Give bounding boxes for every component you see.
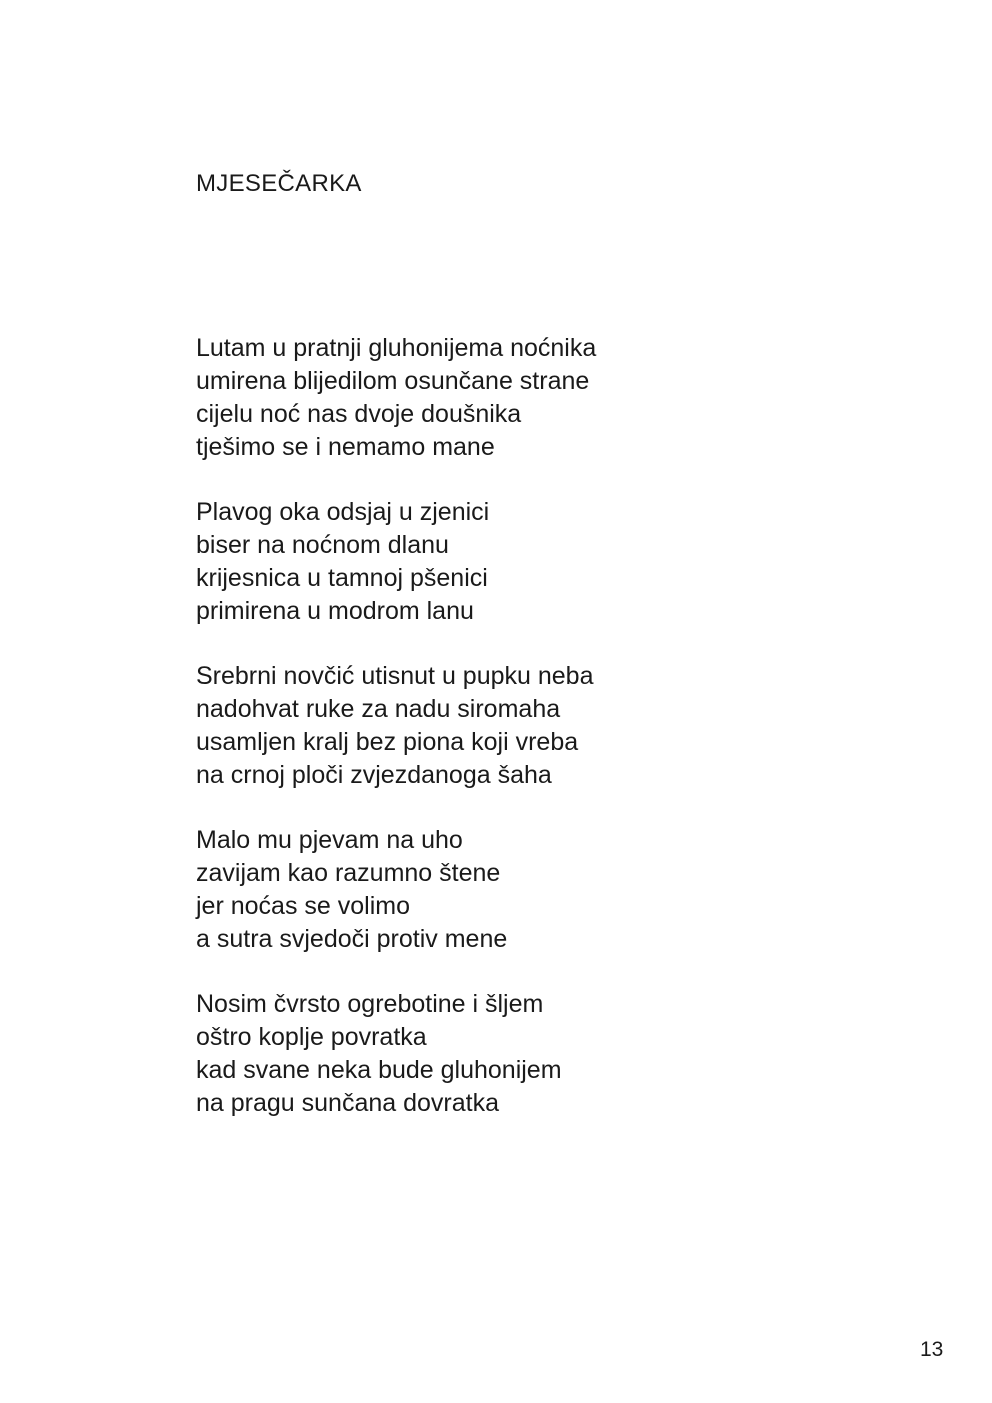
poem-line: zavijam kao razumno štene: [196, 859, 501, 887]
stanza-5: [196, 988, 562, 1120]
poem-line: Nosim čvrsto ogrebotine i šljem: [196, 990, 544, 1018]
stanza-1: [196, 332, 596, 464]
poem-line: kad svane neka bude gluhonijem: [196, 1056, 562, 1084]
poem-line: Malo mu pjevam na uho: [196, 826, 463, 854]
poem-title: MJESEČARKA: [196, 170, 362, 197]
page-number: 13: [920, 1338, 944, 1361]
poem-line: na crnoj ploči zvjezdanoga šaha: [196, 761, 552, 789]
poem-line: tješimo se i nemamo mane: [196, 433, 495, 461]
poem-line: nadohvat ruke za nadu siromaha: [196, 695, 561, 723]
poem-line: na pragu sunčana dovratka: [196, 1089, 499, 1117]
poem-line: a sutra svjedoči protiv mene: [196, 925, 508, 953]
poem-line: Srebrni novčić utisnut u pupku neba: [196, 662, 594, 690]
stanza-3: [196, 660, 593, 792]
poem-line: cijelu noć nas dvoje doušnika: [196, 400, 522, 428]
poem-line: usamljen kralj bez piona koji vreba: [196, 728, 579, 756]
stanza-2: [196, 496, 489, 628]
poem-line: primirena u modrom lanu: [196, 597, 474, 625]
poem-line: Plavog oka odsjaj u zjenici: [196, 498, 490, 526]
poem-line: jer noćas se volimo: [196, 892, 410, 920]
poem-line: biser na noćnom dlanu: [196, 531, 449, 559]
poem-line: Lutam u pratnji gluhonijema noćnika: [196, 334, 597, 362]
stanza-4: [196, 824, 507, 956]
poem-line: umirena blijedilom osunčane strane: [196, 367, 590, 395]
poem-line: krijesnica u tamnoj pšenici: [196, 564, 488, 592]
poem-line: oštro koplje povratka: [196, 1023, 427, 1051]
